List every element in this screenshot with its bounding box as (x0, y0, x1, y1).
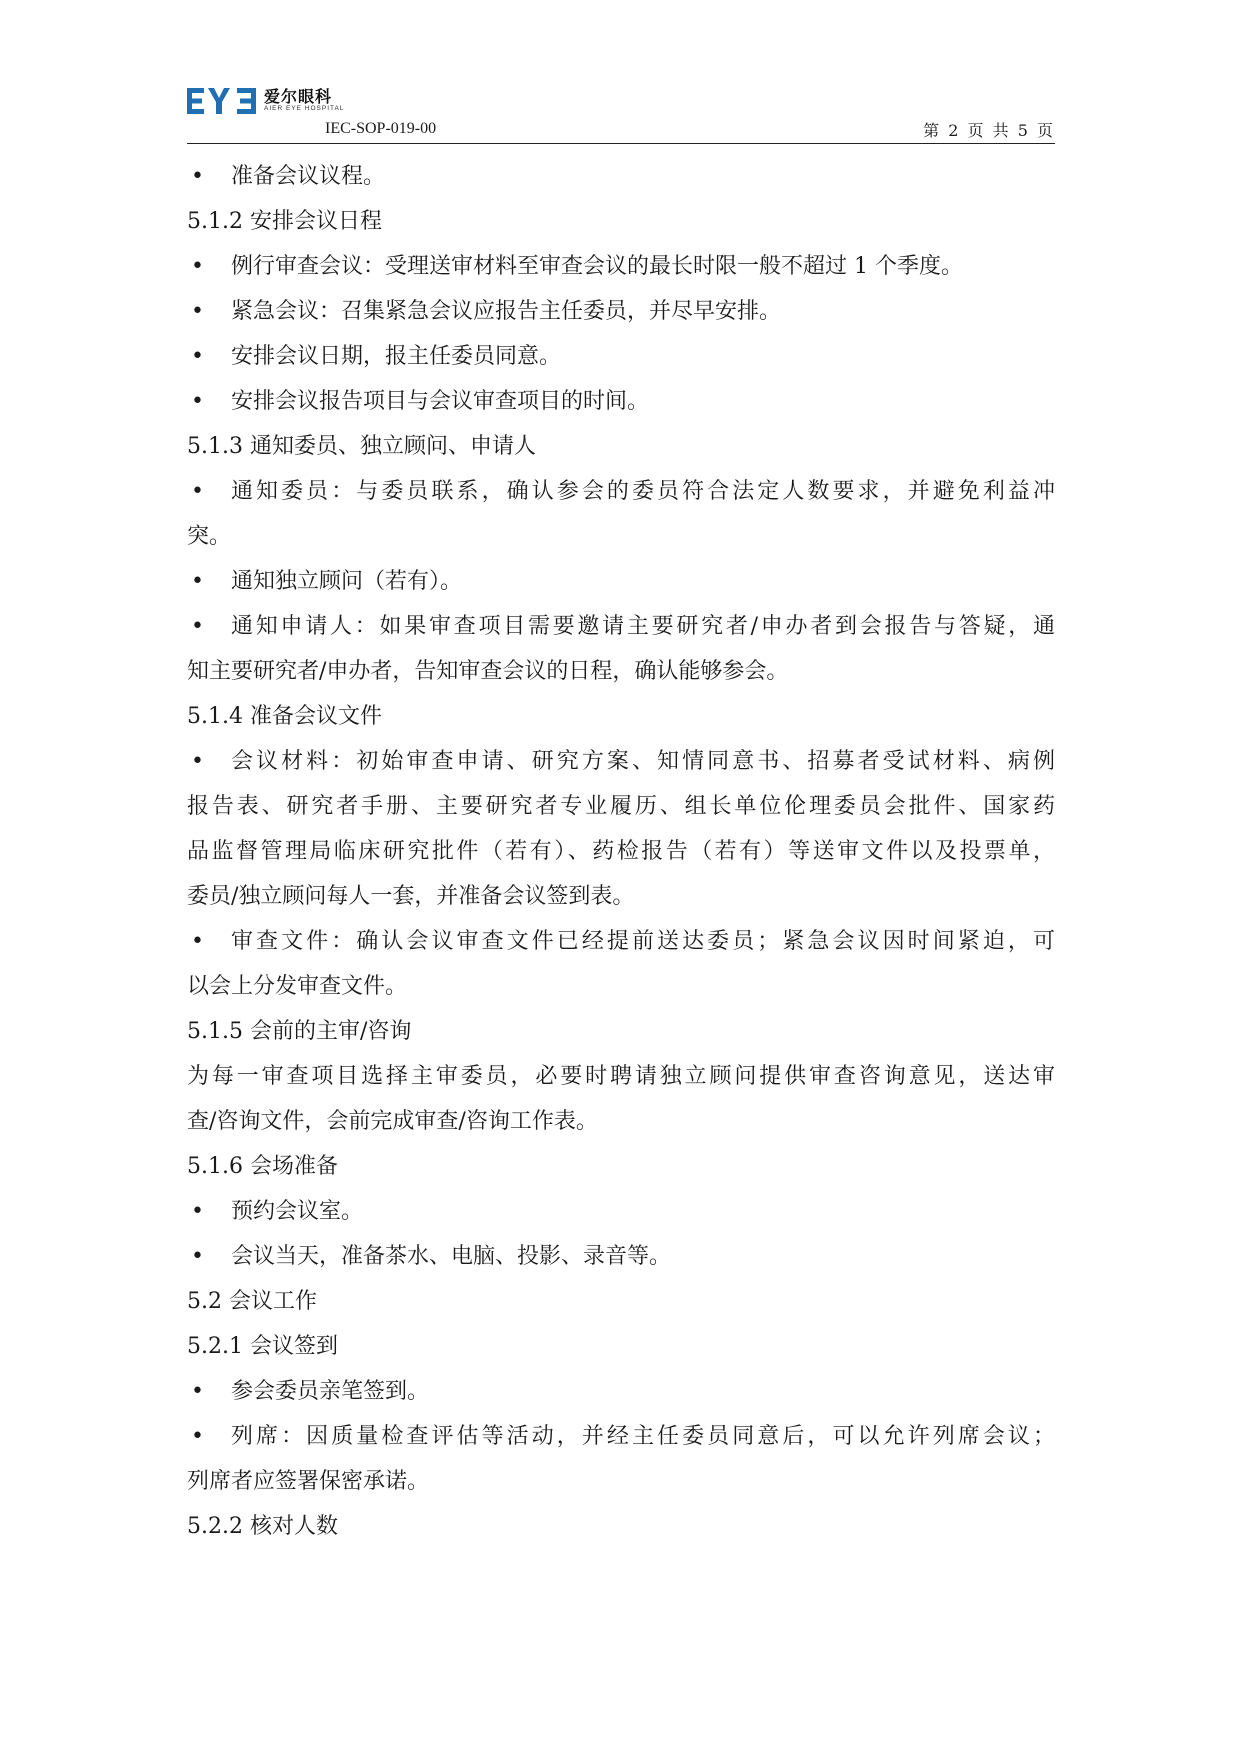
bullet-icon: • (191, 389, 204, 414)
bullet-icon: • (191, 299, 204, 324)
paragraph-line (187, 874, 1055, 919)
line-text: 通知独立顾问（若有）。 (231, 569, 463, 594)
bullet-icon: • (191, 164, 204, 189)
section-heading (187, 1009, 1055, 1054)
line-text: 列席者应签署保密承诺。 (187, 1469, 430, 1494)
page-number (921, 118, 1055, 141)
bullet-icon: • (191, 479, 204, 504)
bullet-item (187, 1414, 1055, 1459)
bullet-icon: • (191, 1199, 204, 1224)
document-code: IEC-SOP-019-00 (325, 120, 437, 137)
line-text: 会议当天，准备茶水、电脑、投影、录音等。 (231, 1244, 672, 1269)
eye-logo-icon (187, 86, 257, 116)
current-page: 2 (948, 121, 959, 140)
section-heading (187, 1504, 1055, 1549)
total-pages: 5 (1017, 121, 1028, 140)
line-text: 例行审查会议：受理送审材料至审查会议的最长时限一般不超过 1 个季度。 (231, 254, 963, 279)
line-text: 预约会议室。 (231, 1199, 364, 1224)
section-heading (187, 424, 1055, 469)
bullet-item (187, 244, 1055, 289)
bullet-icon: • (191, 749, 204, 774)
logo-chinese-name: 爱尔眼科 (264, 87, 333, 106)
paragraph-line (187, 649, 1055, 694)
page-label-part: 页 (1036, 121, 1053, 140)
section-heading (187, 1144, 1055, 1189)
line-text: 为每一审查项目选择主审委员，必要时聘请独立顾问提供审查咨询意见，送达审 (187, 1064, 1055, 1089)
line-text: 安排会议日期，报主任委员同意。 (231, 344, 562, 369)
bullet-item (187, 604, 1055, 649)
line-text: 会议材料：初始审查申请、研究方案、知情同意书、招募者受试材料、病例 (231, 749, 1055, 774)
line-text: 5.1.4 准备会议文件 (187, 704, 382, 729)
header-rule (187, 143, 1055, 144)
line-text: 5.2.2 核对人数 (187, 1514, 338, 1539)
section-heading (187, 1324, 1055, 1369)
line-text: 准备会议议程。 (231, 164, 386, 189)
paragraph-line (187, 1054, 1055, 1099)
line-text: 委员/独立顾问每人一套，并准备会议签到表。 (187, 884, 635, 909)
bullet-icon: • (191, 614, 204, 639)
section-heading (187, 1279, 1055, 1324)
line-text: 知主要研究者/申办者，告知审查会议的日程，确认能够参会。 (187, 659, 789, 684)
section-heading (187, 694, 1055, 739)
bullet-item (187, 469, 1055, 514)
section-heading (187, 199, 1055, 244)
line-text: 安排会议报告项目与会议审查项目的时间。 (231, 389, 650, 414)
paragraph-line (187, 1459, 1055, 1504)
bullet-item (187, 919, 1055, 964)
line-text: 审查文件：确认会议审查文件已经提前送达委员；紧急会议因时间紧迫，可 (231, 929, 1055, 954)
logo-english-name: AIER EYE HOSPITAL (264, 105, 345, 112)
line-text: 查/咨询文件，会前完成审查/咨询工作表。 (187, 1109, 598, 1134)
page-header (187, 80, 1055, 146)
line-text: 品监督管理局临床研究批件（若有）、药检报告（若有）等送审文件以及投票单， (187, 839, 1055, 864)
document-body (187, 154, 1055, 1549)
bullet-item (187, 559, 1055, 604)
line-text: 5.1.2 安排会议日程 (187, 209, 382, 234)
line-text: 报告表、研究者手册、主要研究者专业履历、组长单位伦理委员会批件、国家药 (187, 794, 1055, 819)
bullet-item (187, 739, 1055, 784)
bullet-icon: • (191, 254, 204, 279)
paragraph-line (187, 1099, 1055, 1144)
paragraph-line (187, 514, 1055, 559)
line-text: 5.2.1 会议签到 (187, 1334, 338, 1359)
paragraph-line (187, 964, 1055, 1009)
line-text: 5.1.6 会场准备 (187, 1154, 338, 1179)
line-text: 5.1.3 通知委员、独立顾问、申请人 (187, 434, 536, 459)
line-text: 紧急会议：召集紧急会议应报告主任委员，并尽早安排。 (231, 299, 782, 324)
page-label-part: 共 (992, 121, 1009, 140)
paragraph-line (187, 829, 1055, 874)
paragraph-line (187, 784, 1055, 829)
bullet-item (187, 289, 1055, 334)
page-label-part: 页 (967, 121, 984, 140)
bullet-item (187, 1369, 1055, 1414)
bullet-icon: • (191, 569, 204, 594)
bullet-icon: • (191, 1379, 204, 1404)
line-text: 以会上分发审查文件。 (187, 974, 408, 999)
line-text: 通知委员：与委员联系，确认参会的委员符合法定人数要求，并避免利益冲 (231, 479, 1055, 504)
bullet-item (187, 1234, 1055, 1279)
bullet-item (187, 1189, 1055, 1234)
page-label-part: 第 (923, 121, 940, 140)
bullet-icon: • (191, 1244, 204, 1269)
line-text: 5.1.5 会前的主审/咨询 (187, 1019, 412, 1044)
bullet-item (187, 334, 1055, 379)
bullet-icon: • (191, 344, 204, 369)
hospital-logo (187, 86, 347, 116)
bullet-icon: • (191, 929, 204, 954)
bullet-item (187, 154, 1055, 199)
line-text: 突。 (187, 524, 232, 549)
line-text: 参会委员亲笔签到。 (231, 1379, 430, 1404)
bullet-icon: • (191, 1424, 204, 1449)
line-text: 通知申请人：如果审查项目需要邀请主要研究者/申办者到会报告与答疑，通 (231, 614, 1055, 639)
line-text: 列席：因质量检查评估等活动，并经主任委员同意后，可以允许列席会议； (231, 1424, 1055, 1449)
bullet-item (187, 379, 1055, 424)
line-text: 5.2 会议工作 (187, 1289, 317, 1314)
